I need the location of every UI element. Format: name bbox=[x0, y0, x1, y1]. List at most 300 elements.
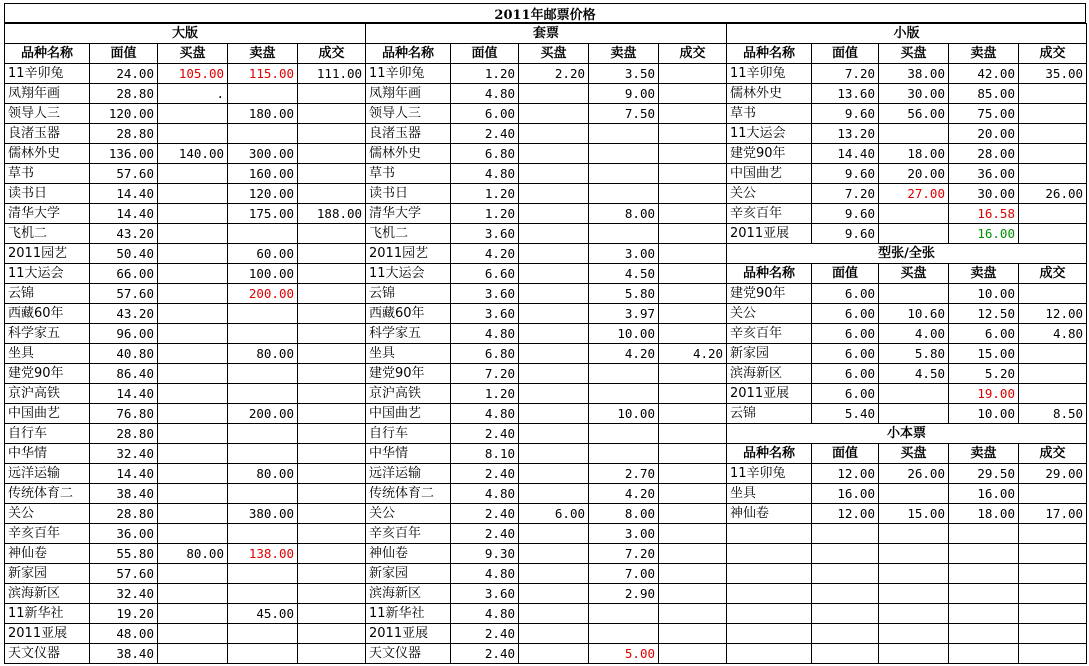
daban-cell: 14.40 bbox=[90, 384, 158, 404]
daban-header-cell: 面值 bbox=[90, 44, 158, 64]
xingzhang-header-cell: 买盘 bbox=[879, 264, 949, 284]
taopiao-cell: 1.20 bbox=[451, 64, 519, 84]
xingzhang-cell bbox=[1019, 344, 1087, 364]
daban-cell bbox=[298, 524, 366, 544]
right-empty-cell bbox=[812, 544, 879, 564]
right-empty-cell bbox=[949, 624, 1019, 644]
taopiao-item-name: 飞机二 bbox=[366, 224, 451, 244]
taopiao-item-name: 天文仪器 bbox=[366, 644, 451, 664]
taopiao-cell bbox=[519, 564, 589, 584]
xiaoben-item-name: 坐具 bbox=[727, 484, 812, 504]
taopiao-cell: 2.20 bbox=[519, 64, 589, 84]
taopiao-row bbox=[366, 144, 727, 164]
daban-item-name: 科学家五 bbox=[5, 324, 90, 344]
daban-cell: 50.40 bbox=[90, 244, 158, 264]
daban-row bbox=[5, 644, 366, 664]
daban-section-title: 大版 bbox=[5, 24, 366, 44]
taopiao-row bbox=[366, 504, 727, 524]
xingzhang-row bbox=[727, 284, 1087, 304]
right-empty-row bbox=[727, 644, 1087, 664]
taopiao-cell bbox=[519, 524, 589, 544]
taopiao-item-name: 清华大学 bbox=[366, 204, 451, 224]
taopiao-item-name: 中华情 bbox=[366, 444, 451, 464]
taopiao-cell: 3.00 bbox=[589, 524, 659, 544]
daban-cell bbox=[298, 264, 366, 284]
taopiao-cell: 2.70 bbox=[589, 464, 659, 484]
daban-cell: 200.00 bbox=[228, 284, 298, 304]
xingzhang-item-name: 2011亚展 bbox=[727, 384, 812, 404]
taopiao-cell bbox=[659, 544, 727, 564]
xingzhang-item-name: 建党90年 bbox=[727, 284, 812, 304]
daban-cell: 175.00 bbox=[228, 204, 298, 224]
daban-cell: 111.00 bbox=[298, 64, 366, 84]
xingzhang-header-row bbox=[727, 264, 1087, 284]
xiaoban-row bbox=[727, 144, 1087, 164]
taopiao-cell bbox=[519, 284, 589, 304]
daban-item-name: 11辛卯兔 bbox=[5, 64, 90, 84]
taopiao-cell: 10.00 bbox=[589, 324, 659, 344]
xingzhang-cell: 6.00 bbox=[812, 304, 879, 324]
xiaoben-cell bbox=[879, 484, 949, 504]
taopiao-cell: 8.00 bbox=[589, 504, 659, 524]
taopiao-cell bbox=[519, 124, 589, 144]
right-empty-cell bbox=[949, 584, 1019, 604]
daban-cell bbox=[228, 124, 298, 144]
taopiao-row bbox=[366, 284, 727, 304]
xingzhang-header-cell: 品种名称 bbox=[727, 264, 812, 284]
taopiao-cell: 4.20 bbox=[589, 344, 659, 364]
taopiao-cell bbox=[659, 244, 727, 264]
xiaoban-cell: 9.60 bbox=[812, 224, 879, 244]
daban-cell bbox=[158, 364, 228, 384]
right-empty-cell bbox=[949, 524, 1019, 544]
xiaoben-header-cell: 面值 bbox=[812, 444, 879, 464]
xiaoben-cell: 17.00 bbox=[1019, 504, 1087, 524]
taopiao-cell: 4.80 bbox=[451, 484, 519, 504]
xiaoban-cell: 30.00 bbox=[949, 184, 1019, 204]
taopiao-cell bbox=[659, 284, 727, 304]
xingzhang-cell: 6.00 bbox=[812, 344, 879, 364]
xiaoban-item-name: 2011亚展 bbox=[727, 224, 812, 244]
xiaoban-cell: 36.00 bbox=[949, 164, 1019, 184]
daban-row bbox=[5, 244, 366, 264]
daban-cell: 188.00 bbox=[298, 204, 366, 224]
taopiao-section-title: 套票 bbox=[366, 24, 727, 44]
taopiao-cell bbox=[519, 624, 589, 644]
taopiao-item-name: 神仙卷 bbox=[366, 544, 451, 564]
daban-item-name: 读书日 bbox=[5, 184, 90, 204]
xingzhang-row bbox=[727, 404, 1087, 424]
xiaoben-title-row bbox=[727, 424, 1087, 444]
taopiao-cell: 4.80 bbox=[451, 324, 519, 344]
right-empty-cell bbox=[727, 584, 812, 604]
xiaoban-row bbox=[727, 184, 1087, 204]
daban-row bbox=[5, 204, 366, 224]
taopiao-cell: 6.00 bbox=[519, 504, 589, 524]
taopiao-cell: 5.00 bbox=[589, 644, 659, 664]
daban-cell: 96.00 bbox=[90, 324, 158, 344]
taopiao-row bbox=[366, 464, 727, 484]
taopiao-cell bbox=[519, 604, 589, 624]
taopiao-cell: 4.80 bbox=[451, 564, 519, 584]
xiaoban-header-cell: 买盘 bbox=[879, 44, 949, 64]
taopiao-cell: 1.20 bbox=[451, 384, 519, 404]
xiaoban-cell: 9.60 bbox=[812, 164, 879, 184]
daban-cell bbox=[158, 624, 228, 644]
daban-cell: 38.40 bbox=[90, 644, 158, 664]
taopiao-cell bbox=[519, 464, 589, 484]
daban-cell: 86.40 bbox=[90, 364, 158, 384]
daban-item-name: 2011园艺 bbox=[5, 244, 90, 264]
daban-cell: 28.80 bbox=[90, 84, 158, 104]
taopiao-row bbox=[366, 644, 727, 664]
xiaoben-cell: 26.00 bbox=[879, 464, 949, 484]
xingzhang-header-cell: 成交 bbox=[1019, 264, 1087, 284]
taopiao-cell bbox=[659, 504, 727, 524]
taopiao-cell bbox=[659, 184, 727, 204]
taopiao-cell bbox=[659, 204, 727, 224]
right-empty-cell bbox=[879, 584, 949, 604]
right-empty-cell bbox=[879, 524, 949, 544]
taopiao-cell bbox=[659, 324, 727, 344]
right-empty-cell bbox=[812, 624, 879, 644]
daban-item-name: 2011亚展 bbox=[5, 624, 90, 644]
taopiao-item-name: 2011亚展 bbox=[366, 624, 451, 644]
taopiao-cell bbox=[659, 304, 727, 324]
taopiao-cell bbox=[659, 524, 727, 544]
daban-cell bbox=[158, 484, 228, 504]
taopiao-cell: 1.20 bbox=[451, 204, 519, 224]
daban-row bbox=[5, 144, 366, 164]
daban-cell: 76.80 bbox=[90, 404, 158, 424]
daban-item-name: 关公 bbox=[5, 504, 90, 524]
taopiao-header-cell: 面值 bbox=[451, 44, 519, 64]
daban-cell: 57.60 bbox=[90, 564, 158, 584]
daban-cell bbox=[158, 424, 228, 444]
taopiao-cell bbox=[659, 404, 727, 424]
daban-cell bbox=[228, 624, 298, 644]
right-empty-row bbox=[727, 624, 1087, 644]
xiaoban-item-name: 辛亥百年 bbox=[727, 204, 812, 224]
taopiao-cell: 8.10 bbox=[451, 444, 519, 464]
xiaoban-cell: 9.60 bbox=[812, 204, 879, 224]
taopiao-header-cell: 卖盘 bbox=[589, 44, 659, 64]
daban-cell: 57.60 bbox=[90, 284, 158, 304]
taopiao-row bbox=[366, 524, 727, 544]
daban-row bbox=[5, 104, 366, 124]
taopiao-row bbox=[366, 544, 727, 564]
daban-cell: 80.00 bbox=[228, 464, 298, 484]
daban-cell bbox=[298, 464, 366, 484]
xiaoban-cell: 85.00 bbox=[949, 84, 1019, 104]
taopiao-cell bbox=[519, 184, 589, 204]
daban-cell: 80.00 bbox=[228, 344, 298, 364]
right-empty-cell bbox=[949, 604, 1019, 624]
daban-header-cell: 卖盘 bbox=[228, 44, 298, 64]
xiaoban-row bbox=[727, 124, 1087, 144]
xingzhang-cell: 12.00 bbox=[1019, 304, 1087, 324]
right-empty-cell bbox=[1019, 644, 1087, 664]
daban-cell bbox=[158, 184, 228, 204]
daban-cell bbox=[158, 224, 228, 244]
daban-row bbox=[5, 484, 366, 504]
xingzhang-section-title: 型张/全张 bbox=[727, 244, 1087, 264]
daban-row bbox=[5, 444, 366, 464]
daban-cell bbox=[158, 584, 228, 604]
xingzhang-row bbox=[727, 304, 1087, 324]
taopiao-cell: 4.20 bbox=[659, 344, 727, 364]
daban-cell: 14.40 bbox=[90, 464, 158, 484]
xiaoban-cell: 20.00 bbox=[879, 164, 949, 184]
daban-cell: 115.00 bbox=[228, 64, 298, 84]
daban-cell bbox=[298, 224, 366, 244]
xingzhang-cell: 10.00 bbox=[949, 284, 1019, 304]
daban-cell: 28.80 bbox=[90, 504, 158, 524]
xiaoban-cell: 30.00 bbox=[879, 84, 949, 104]
daban-item-name: 清华大学 bbox=[5, 204, 90, 224]
taopiao-cell bbox=[519, 164, 589, 184]
right-empty-cell bbox=[727, 604, 812, 624]
daban-cell bbox=[158, 344, 228, 364]
taopiao-cell bbox=[659, 164, 727, 184]
right-empty-cell bbox=[1019, 564, 1087, 584]
xingzhang-item-name: 云锦 bbox=[727, 404, 812, 424]
taopiao-row bbox=[366, 64, 727, 84]
daban-cell bbox=[298, 84, 366, 104]
daban-cell bbox=[228, 364, 298, 384]
xiaoban-cell bbox=[879, 204, 949, 224]
taopiao-cell bbox=[659, 224, 727, 244]
xiaoban-cell bbox=[1019, 124, 1087, 144]
daban-cell bbox=[158, 504, 228, 524]
right-empty-cell bbox=[949, 644, 1019, 664]
xingzhang-header-cell: 面值 bbox=[812, 264, 879, 284]
taopiao-cell bbox=[659, 364, 727, 384]
taopiao-row bbox=[366, 604, 727, 624]
xiaoban-row bbox=[727, 104, 1087, 124]
right-empty-cell bbox=[879, 564, 949, 584]
daban-cell: 200.00 bbox=[228, 404, 298, 424]
daban-cell: 48.00 bbox=[90, 624, 158, 644]
right-empty-cell bbox=[1019, 604, 1087, 624]
taopiao-item-name: 云锦 bbox=[366, 284, 451, 304]
xiaoban-cell: 27.00 bbox=[879, 184, 949, 204]
taopiao-cell: 2.40 bbox=[451, 464, 519, 484]
xingzhang-cell bbox=[879, 384, 949, 404]
daban-cell: 55.80 bbox=[90, 544, 158, 564]
xingzhang-cell: 4.80 bbox=[1019, 324, 1087, 344]
right-empty-cell bbox=[812, 584, 879, 604]
taopiao-row bbox=[366, 224, 727, 244]
xiaoban-cell: 13.20 bbox=[812, 124, 879, 144]
taopiao-cell: 3.00 bbox=[589, 244, 659, 264]
taopiao-cell: 6.00 bbox=[451, 104, 519, 124]
taopiao-cell bbox=[659, 384, 727, 404]
taopiao-cell bbox=[519, 204, 589, 224]
daban-cell: 160.00 bbox=[228, 164, 298, 184]
daban-cell bbox=[228, 324, 298, 344]
taopiao-item-name: 建党90年 bbox=[366, 364, 451, 384]
daban-cell: 120.00 bbox=[228, 184, 298, 204]
xingzhang-title-row bbox=[727, 244, 1087, 264]
daban-cell bbox=[228, 444, 298, 464]
daban-cell: 14.40 bbox=[90, 184, 158, 204]
taopiao-row bbox=[366, 324, 727, 344]
daban-cell bbox=[228, 644, 298, 664]
daban-cell: 300.00 bbox=[228, 144, 298, 164]
xiaoban-item-name: 关公 bbox=[727, 184, 812, 204]
daban-cell: 32.40 bbox=[90, 584, 158, 604]
daban-cell bbox=[158, 644, 228, 664]
xiaoban-cell: 42.00 bbox=[949, 64, 1019, 84]
taopiao-cell: 2.40 bbox=[451, 504, 519, 524]
xiaoben-cell bbox=[1019, 484, 1087, 504]
taopiao-cell bbox=[519, 304, 589, 324]
daban-cell bbox=[228, 384, 298, 404]
daban-table bbox=[4, 23, 366, 664]
xiaoben-header-cell: 成交 bbox=[1019, 444, 1087, 464]
xiaoban-cell: 75.00 bbox=[949, 104, 1019, 124]
xiaoban-cell bbox=[1019, 84, 1087, 104]
daban-row bbox=[5, 84, 366, 104]
right-empty-row bbox=[727, 564, 1087, 584]
xiaoben-cell: 16.00 bbox=[949, 484, 1019, 504]
xingzhang-cell: 6.00 bbox=[812, 324, 879, 344]
xiaoban-row bbox=[727, 84, 1087, 104]
daban-cell bbox=[298, 304, 366, 324]
taopiao-item-name: 京沪高铁 bbox=[366, 384, 451, 404]
daban-cell bbox=[158, 244, 228, 264]
daban-header-cell: 成交 bbox=[298, 44, 366, 64]
daban-cell bbox=[158, 404, 228, 424]
daban-cell bbox=[158, 264, 228, 284]
daban-cell bbox=[298, 324, 366, 344]
taopiao-cell bbox=[659, 144, 727, 164]
daban-item-name: 凤翔年画 bbox=[5, 84, 90, 104]
xiaoban-cell bbox=[1019, 224, 1087, 244]
taopiao-header-cell: 成交 bbox=[659, 44, 727, 64]
daban-item-name: 西藏60年 bbox=[5, 304, 90, 324]
daban-cell bbox=[298, 404, 366, 424]
right-empty-cell bbox=[879, 604, 949, 624]
taopiao-cell bbox=[589, 424, 659, 444]
taopiao-header-row bbox=[366, 44, 727, 64]
taopiao-cell: 2.40 bbox=[451, 644, 519, 664]
daban-cell: 60.00 bbox=[228, 244, 298, 264]
taopiao-cell: 4.20 bbox=[451, 244, 519, 264]
daban-item-name: 新家园 bbox=[5, 564, 90, 584]
xingzhang-cell: 10.60 bbox=[879, 304, 949, 324]
taopiao-cell bbox=[519, 544, 589, 564]
xingzhang-row bbox=[727, 344, 1087, 364]
xiaoban-item-name: 建党90年 bbox=[727, 144, 812, 164]
taopiao-item-name: 科学家五 bbox=[366, 324, 451, 344]
xiaoban-cell bbox=[879, 124, 949, 144]
xingzhang-cell: 4.00 bbox=[879, 324, 949, 344]
daban-row bbox=[5, 284, 366, 304]
daban-row bbox=[5, 404, 366, 424]
taopiao-row bbox=[366, 244, 727, 264]
daban-row bbox=[5, 424, 366, 444]
daban-header-cell: 买盘 bbox=[158, 44, 228, 64]
taopiao-cell: 3.60 bbox=[451, 224, 519, 244]
xiaoben-section-title: 小本票 bbox=[727, 424, 1087, 444]
xiaoben-row bbox=[727, 464, 1087, 484]
daban-item-name: 飞机二 bbox=[5, 224, 90, 244]
xiaoban-header-cell: 卖盘 bbox=[949, 44, 1019, 64]
xiaoban-row bbox=[727, 204, 1087, 224]
xingzhang-cell: 6.00 bbox=[812, 364, 879, 384]
xiaoban-cell: 38.00 bbox=[879, 64, 949, 84]
daban-header-row bbox=[5, 44, 366, 64]
right-empty-cell bbox=[727, 644, 812, 664]
daban-row bbox=[5, 384, 366, 404]
xiaoban-cell bbox=[1019, 164, 1087, 184]
daban-cell bbox=[158, 204, 228, 224]
taopiao-table bbox=[365, 23, 727, 664]
taopiao-cell bbox=[589, 444, 659, 464]
daban-cell: 40.80 bbox=[90, 344, 158, 364]
xiaoban-item-name: 儒林外史 bbox=[727, 84, 812, 104]
taopiao-item-name: 自行车 bbox=[366, 424, 451, 444]
right-empty-row bbox=[727, 544, 1087, 564]
taopiao-item-name: 读书日 bbox=[366, 184, 451, 204]
taopiao-cell: 7.50 bbox=[589, 104, 659, 124]
right-empty-row bbox=[727, 604, 1087, 624]
daban-item-name: 坐具 bbox=[5, 344, 90, 364]
daban-cell bbox=[298, 144, 366, 164]
taopiao-cell bbox=[519, 324, 589, 344]
right-body bbox=[727, 24, 1087, 664]
xiaoban-cell: 18.00 bbox=[879, 144, 949, 164]
daban-row bbox=[5, 584, 366, 604]
right-empty-cell bbox=[1019, 524, 1087, 544]
taopiao-cell: 4.80 bbox=[451, 164, 519, 184]
daban-item-name: 远洋运输 bbox=[5, 464, 90, 484]
xiaoban-cell: 13.60 bbox=[812, 84, 879, 104]
daban-row bbox=[5, 544, 366, 564]
daban-item-name: 辛亥百年 bbox=[5, 524, 90, 544]
taopiao-cell bbox=[659, 424, 727, 444]
xingzhang-row bbox=[727, 364, 1087, 384]
taopiao-cell bbox=[659, 464, 727, 484]
taopiao-cell bbox=[659, 604, 727, 624]
right-empty-cell bbox=[812, 604, 879, 624]
daban-cell bbox=[298, 444, 366, 464]
taopiao-row bbox=[366, 264, 727, 284]
taopiao-cell bbox=[519, 444, 589, 464]
taopiao-item-name: 凤翔年画 bbox=[366, 84, 451, 104]
xingzhang-cell bbox=[879, 404, 949, 424]
taopiao-row bbox=[366, 404, 727, 424]
taopiao-cell: 4.20 bbox=[589, 484, 659, 504]
daban-row bbox=[5, 524, 366, 544]
taopiao-cell: 8.00 bbox=[589, 204, 659, 224]
xiaoben-cell: 12.00 bbox=[812, 504, 879, 524]
taopiao-cell: 3.50 bbox=[589, 64, 659, 84]
taopiao-item-name: 西藏60年 bbox=[366, 304, 451, 324]
daban-cell: 38.40 bbox=[90, 484, 158, 504]
daban-cell bbox=[228, 84, 298, 104]
taopiao-row bbox=[366, 484, 727, 504]
taopiao-cell bbox=[519, 104, 589, 124]
daban-cell: 19.20 bbox=[90, 604, 158, 624]
taopiao-cell bbox=[589, 124, 659, 144]
taopiao-cell: 4.50 bbox=[589, 264, 659, 284]
daban-cell bbox=[158, 324, 228, 344]
taopiao-cell bbox=[659, 124, 727, 144]
taopiao-cell bbox=[659, 84, 727, 104]
